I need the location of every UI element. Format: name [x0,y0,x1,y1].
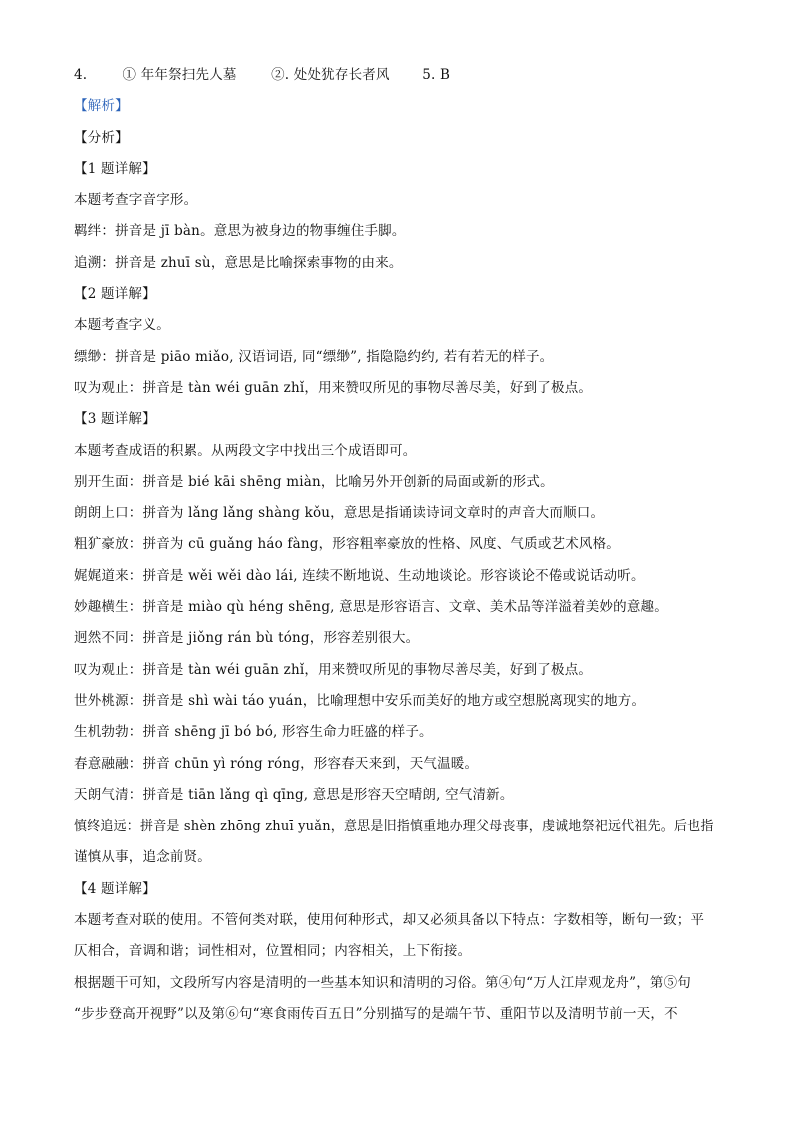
text-line: 粗犷豪放：拼音为 cū guǎng háo fàng，形容粗率豪放的性格、风度、气质或艺术风格。 [74,536,620,553]
text-line: 妙趣横生：拼音是 miào qù héng shēng, 意思是形容语言、文章、美术品等洋溢着美妙的意趣。 [74,599,668,616]
section-heading: 【2 题详解】 [74,286,156,303]
text-line: “步步登高开视野”以及第⑥句“寒食雨传百五日”分别描写的是端午节、重阳节以及清明节前一天，不 [74,1005,678,1022]
text-line: 娓娓道来：拼音是 wěi wěi dào lái, 连续不断地说、生动地谈论。形容谈论不倦或说话动听。 [74,567,645,584]
analysis-label: 【解析】 [74,98,129,115]
section-heading: 【分析】 [74,129,129,146]
text-line: 本题考查成语的积累。从两段文字中找出三个成语即可。 [74,442,417,459]
text-line: 谨慎从事，追念前贤。 [74,849,211,866]
text-line: 迥然不同：拼音是 jiǒng rán bù tóng，形容差别很大。 [74,630,420,647]
section-heading: 【1 题详解】 [74,160,156,177]
answer-blank-1: ① 年年祭扫先人墓 [122,67,237,83]
text-line: 仄相合，音调和谐；词性相对，位置相同；内容相关，上下衔接。 [74,943,472,960]
text-line: 根据题干可知，文段所写内容是清明的一些基本知识和清明的习俗。第④句“万人江岸观龙舟”，第⑤句 [74,974,692,991]
section-heading: 【3 题详解】 [74,411,156,428]
text-line: 叹为观止：拼音是 tàn wéi guān zhǐ，用来赞叹所见的事物尽善尽美，好到了极点。 [74,661,593,678]
text-line: 追溯：拼音是 zhuī sù，意思是比喻探索事物的由来。 [74,254,403,271]
text-line: 别开生面：拼音是 bié kāi shēng miàn，比喻另外开创新的局面或新的形式。 [74,473,554,490]
text-line: 朗朗上口：拼音为 lǎng lǎng shàng kǒu，意思是指诵读诗词文章时的声音大而顺口。 [74,505,605,522]
text-line: 世外桃源：拼音是 shì wài táo yuán，比喻理想中安乐而美好的地方或空想脱离现实的地方。 [74,692,646,709]
text-line: 本题考查字义。 [74,317,170,334]
text-line: 生机勃勃：拼音 shēng jī bó bó, 形容生命力旺盛的样子。 [74,724,433,741]
text-line: 叹为观止：拼音是 tàn wéi guān zhǐ，用来赞叹所见的事物尽善尽美，好到了极点。 [74,379,593,396]
answer-5: 5. B [422,67,451,83]
answer-blank-2: ②. 处处犹存长者风 [271,67,390,83]
text-line: 羁绊：拼音是 jī bàn。意思为被身边的物事缠住手脚。 [74,223,406,240]
text-line: 天朗气清：拼音是 tiān lǎng qì qīng, 意思是形容天空晴朗, 空气清新。 [74,786,514,803]
text-line: 本题考查对联的使用。不管何类对联，使用何种形式，却又必须具备以下特点：字数相等，断句一致；平 [74,912,705,929]
answer-number: 4. [74,67,88,83]
text-line: 缥缈：拼音是 piāo miǎo, 汉语词语, 同“缥缈”, 指隐隐约约, 若有若无的样子。 [74,348,554,365]
text-line: 慎终追远：拼音是 shèn zhōng zhuī yuǎn，意思是旧指慎重地办理父母丧事，虔诚地祭祀远代祖先。后也指 [74,819,714,835]
section-heading: 【4 题详解】 [74,880,156,897]
answer-row [74,60,722,91]
text-line: 本题考查字音字形。 [74,192,198,209]
document-page [74,60,722,1030]
text-line: 春意融融：拼音 chūn yì róng róng，形容春天来到，天气温暖。 [74,755,479,772]
